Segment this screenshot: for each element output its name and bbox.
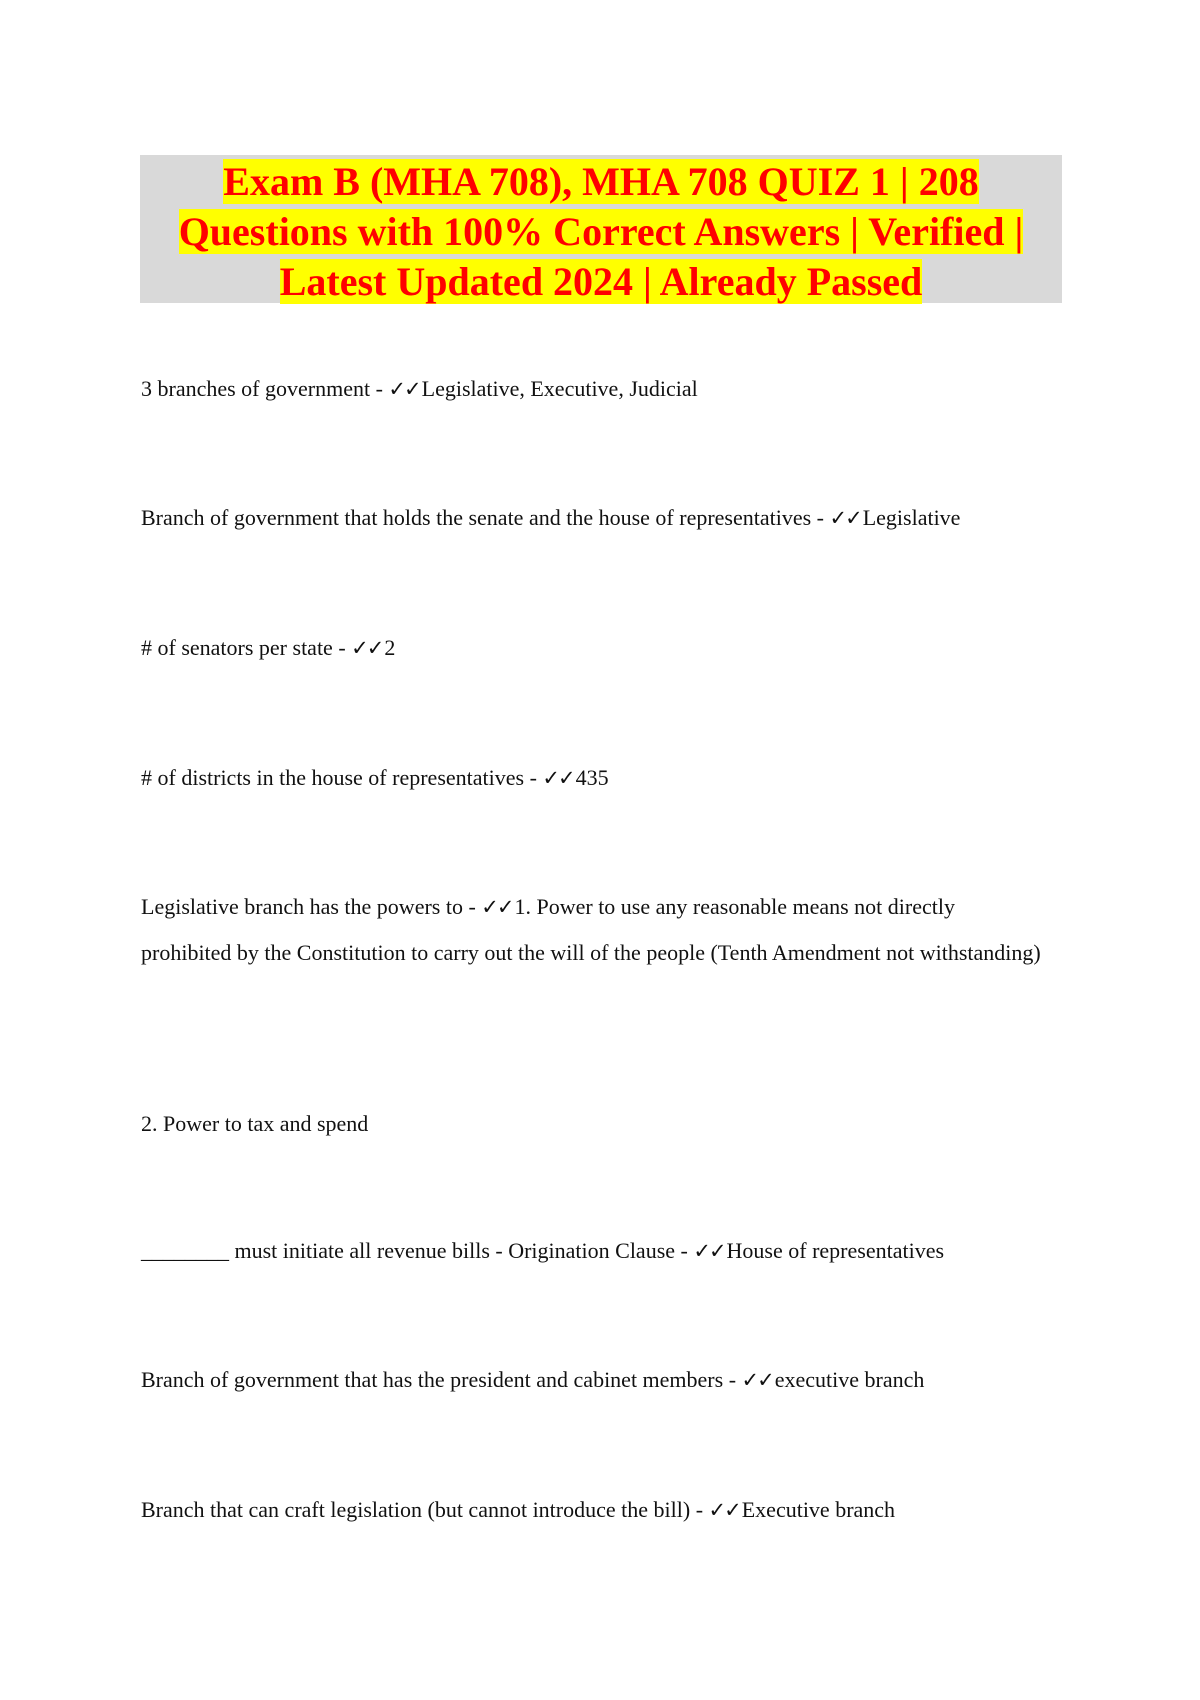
title-line-3: Latest Updated 2024 | Already Passed (279, 259, 923, 304)
answer-continuation-text: 2. Power to tax and spend (141, 1111, 369, 1136)
answer-text: 2 (384, 635, 396, 660)
title-line-1: Exam B (MHA 708), MHA 708 QUIZ 1 | 208 (223, 159, 979, 204)
check-icon: ✓✓ (542, 766, 574, 790)
answer-text: executive branch (774, 1367, 925, 1392)
qa-item-8 (141, 1357, 1061, 1403)
qa-item-3 (141, 625, 1061, 671)
question-text: Legislative branch has the powers to - (141, 894, 482, 919)
qa-item-1 (141, 366, 1061, 412)
check-icon: ✓✓ (829, 506, 861, 530)
qa-item-7 (141, 1228, 1061, 1274)
question-text: # of senators per state - (141, 635, 352, 660)
check-icon: ✓✓ (481, 895, 513, 919)
question-text: # of districts in the house of representatives - (141, 765, 543, 790)
answer-text: Legislative (862, 505, 961, 530)
title-line-2: Questions with 100% Correct Answers | Verified | (178, 209, 1024, 254)
answer-text: Executive branch (741, 1497, 896, 1522)
question-text: Branch that can craft legislation (but cannot introduce the bill) - (141, 1497, 709, 1522)
qa-item-4 (141, 755, 1061, 801)
question-text: ________ must initiate all revenue bills - Origination Clause - (141, 1238, 694, 1263)
answer-text: 1. Power to use any reasonable means not directly prohibited by the Constitution to carry out the will of the people (Tenth Amendment not withstanding) (141, 894, 1041, 965)
qa-item-2 (141, 495, 1061, 541)
check-icon: ✓✓ (693, 1239, 725, 1263)
qa-item-6 (141, 1101, 1061, 1146)
document-title (140, 155, 1062, 303)
check-icon: ✓✓ (708, 1498, 740, 1522)
answer-text: House of representatives (726, 1238, 945, 1263)
question-text: Branch of government that holds the senate and the house of representatives - (141, 505, 830, 530)
qa-item-9 (141, 1487, 1061, 1533)
question-text: Branch of government that has the president and cabinet members - (141, 1367, 742, 1392)
check-icon: ✓✓ (741, 1368, 773, 1392)
answer-text: Legislative, Executive, Judicial (421, 376, 698, 401)
check-icon: ✓✓ (388, 377, 420, 401)
check-icon: ✓✓ (351, 636, 383, 660)
answer-text: 435 (575, 765, 609, 790)
qa-item-5 (141, 884, 1041, 975)
question-text: 3 branches of government - (141, 376, 389, 401)
